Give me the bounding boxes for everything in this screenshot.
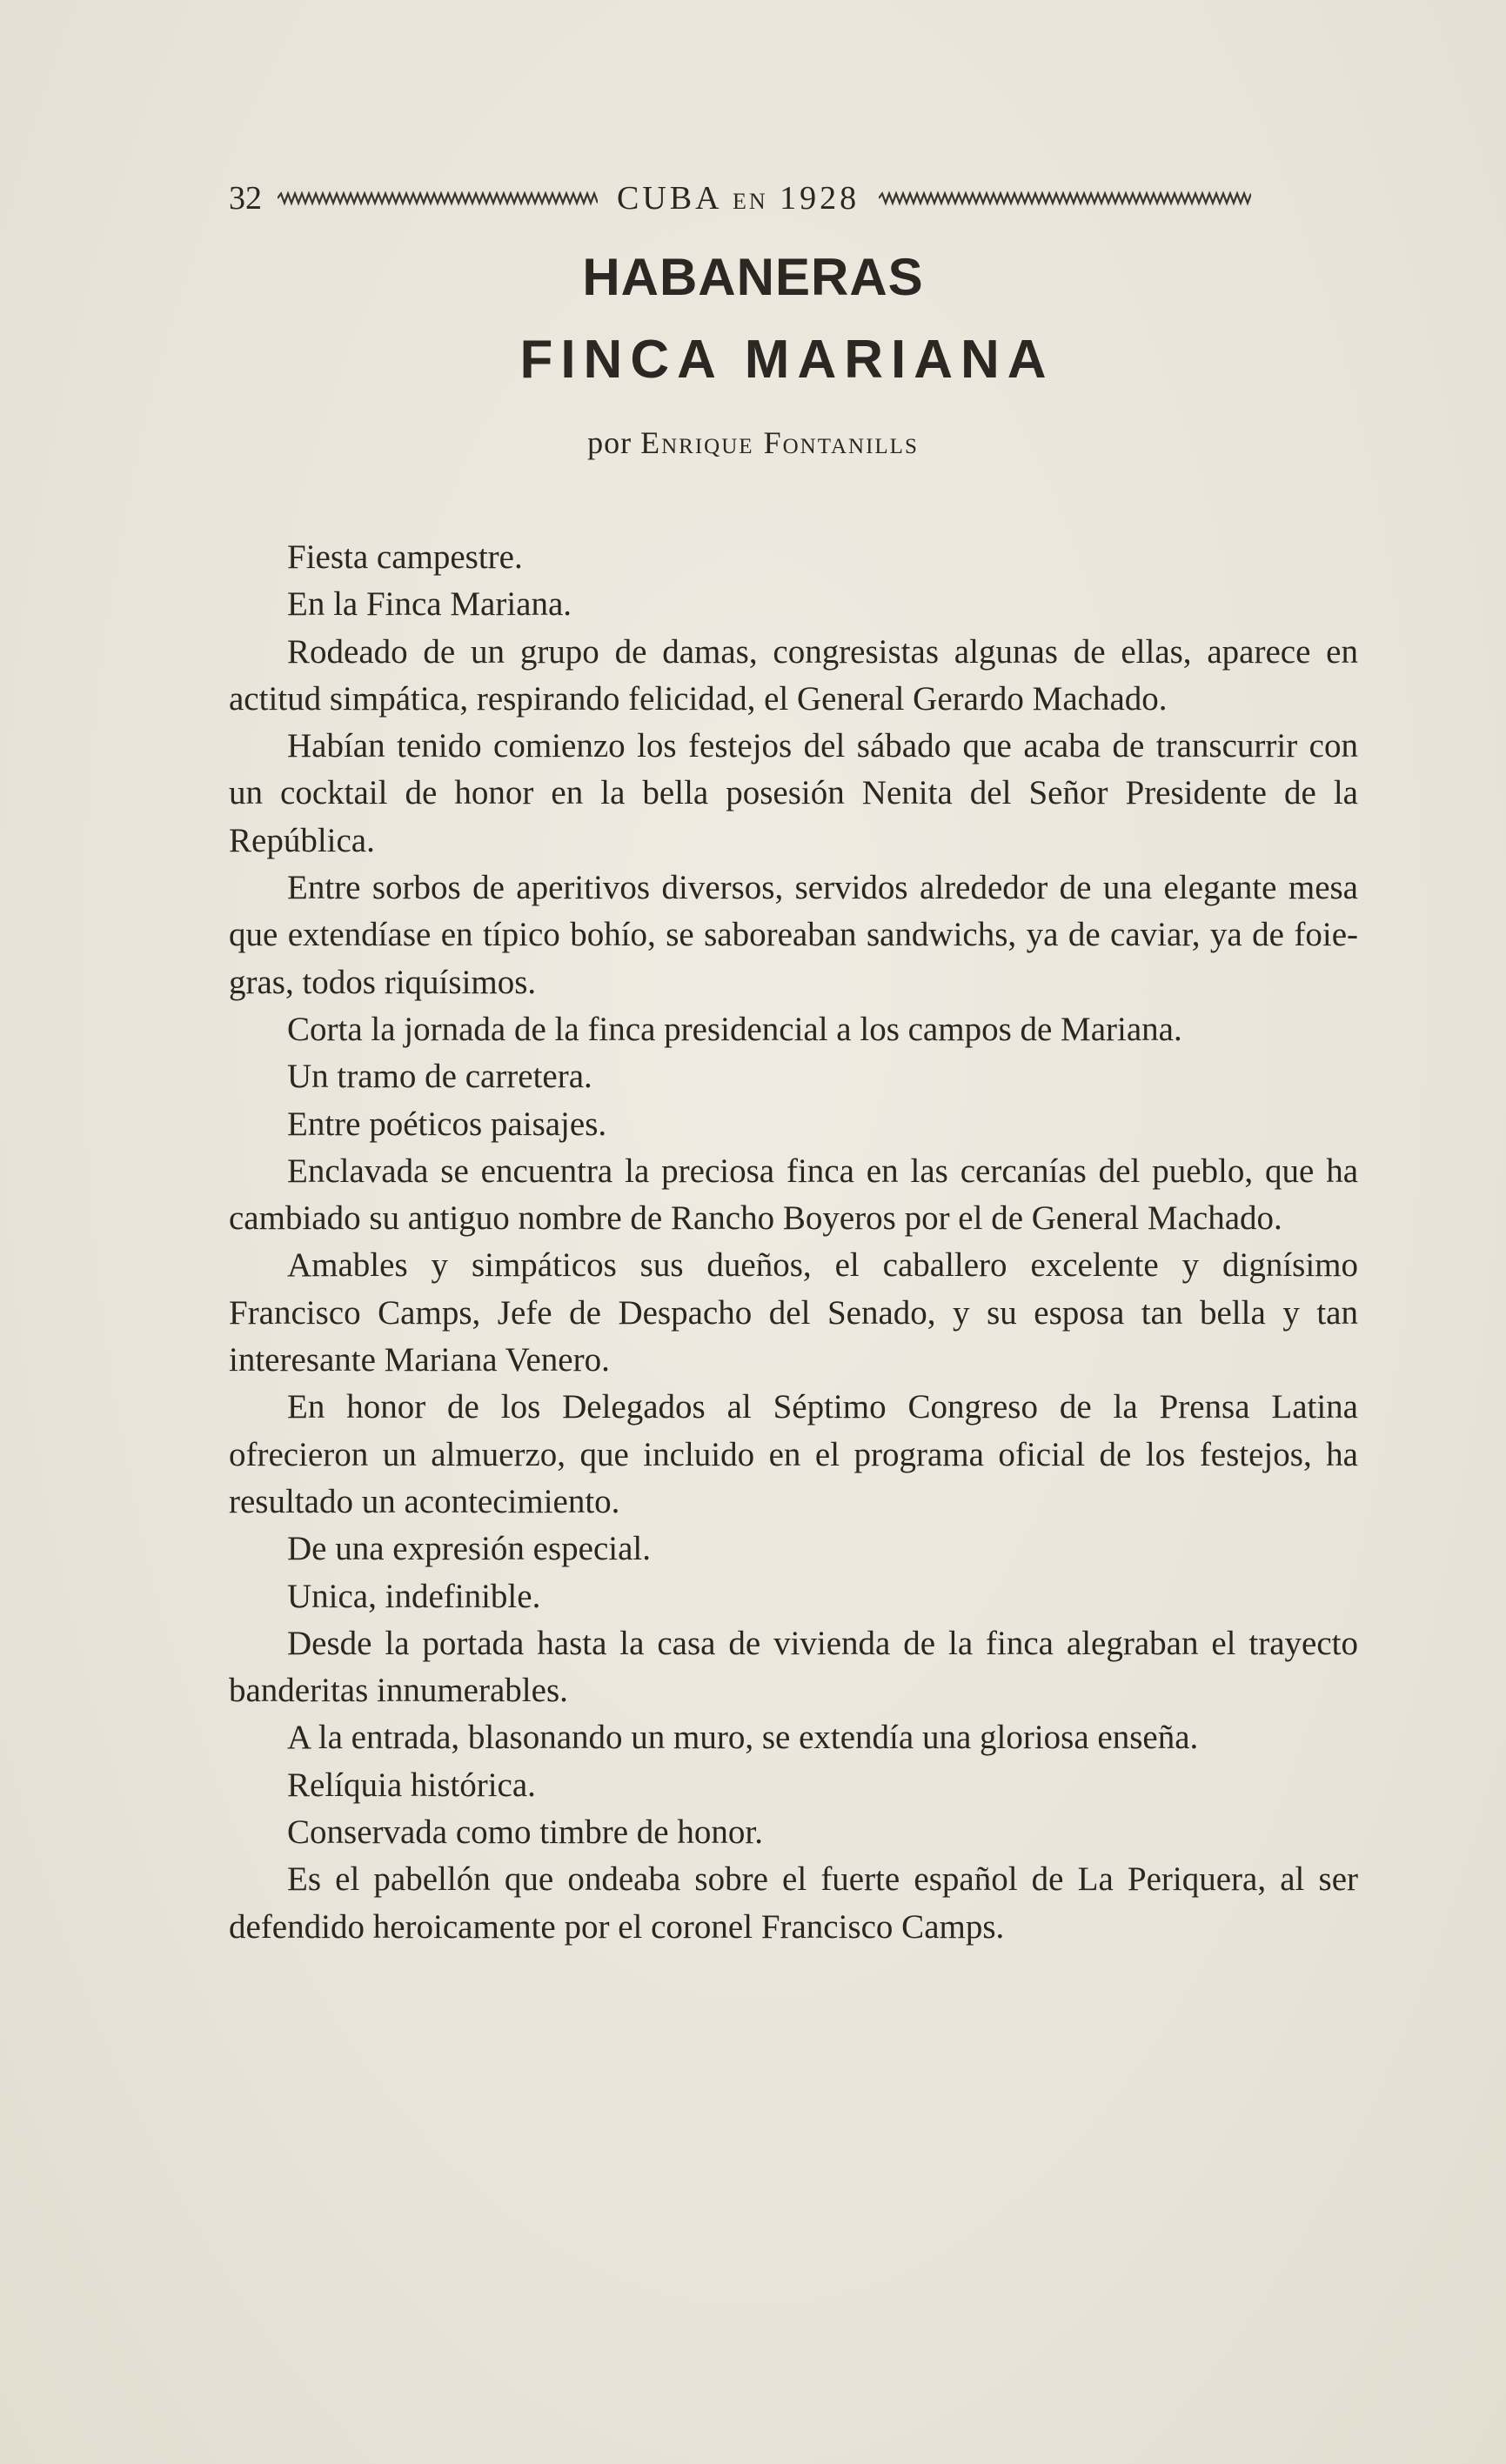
paragraph: Amables y simpáticos sus dueños, el caballero excelente y dignísimo Francisco Camps, Jefe de Despacho del Senado, y su esposa tan bella y tan interesante Mariana Venero.	[229, 1246, 1358, 1379]
paragraph: Un tramo de carretera.	[287, 1058, 592, 1096]
publication-name: CUBA	[617, 180, 721, 217]
paragraph: En honor de los Delegados al Séptimo Congreso de la Prensa Latina ofrecieron un almuerzo, que incluido en el programa oficial de los festejos, ha resultado un acontecimiento.	[229, 1388, 1358, 1520]
publication-title	[617, 179, 860, 217]
wavy-rule-line	[278, 194, 598, 204]
byline-author: Enrique Fontanills	[640, 425, 919, 460]
article-title: FINCA MARIANA	[519, 330, 1054, 390]
paragraph: Rodeado de un grupo de damas, congresistas algunas de ellas, aparece en actitud simpática, respirando felicidad, el General Gerardo Machado.	[229, 632, 1358, 718]
page-number: 32	[229, 180, 262, 217]
paragraph: Desde la portada hasta la casa de vivienda de la finca alegraban el trayecto banderitas innumerables.	[229, 1624, 1358, 1710]
paragraph: Entre sorbos de aperitivos diversos, servidos alrededor de una elegante mesa que extendíase en típico bohío, se saboreaban sandwichs, ya de caviar, ya de foie-gras, todos riquísimos.	[229, 869, 1358, 1001]
paragraph: Es el pabellón que ondeaba sobre el fuerte español de La Periquera, al ser defendido heroicamente por el coronel Francisco Camps.	[229, 1860, 1358, 1946]
paragraph: Enclavada se encuentra la preciosa finca en las cercanías del pueblo, que ha cambiado su antiguo nombre de Rancho Boyeros por el de General Machado.	[229, 1152, 1358, 1238]
paragraph: En la Finca Mariana.	[287, 585, 572, 624]
paragraph: De una expresión especial.	[287, 1530, 651, 1568]
paragraph: A la entrada, blasonando un muro, se extendía una gloriosa enseña.	[287, 1719, 1199, 1757]
wavy-rule-line	[879, 194, 1251, 204]
wavy-rule-right-ornament	[879, 190, 1251, 206]
paragraph: Entre poéticos paisajes.	[287, 1105, 607, 1143]
byline-prefix: por	[587, 425, 633, 460]
publication-year: 1928	[780, 180, 860, 217]
paragraph: Habían tenido comienzo los festejos del sábado que acaba de transcurrir con un cocktail de honor en la bella posesión Nenita del Señor Presidente de la República.	[229, 727, 1358, 859]
paragraph: Corta la jornada de la finca presidencial a los campos de Mariana.	[287, 1010, 1182, 1048]
publication-preposition: EN	[732, 189, 768, 214]
article-body	[229, 534, 1358, 1951]
byline	[0, 424, 1506, 461]
paragraph: Unica, indefinible.	[287, 1577, 541, 1615]
wavy-rule-left-ornament	[278, 190, 598, 206]
running-header	[229, 178, 1360, 218]
paragraph: Relíquia histórica.	[287, 1766, 536, 1804]
paragraph: Fiesta campestre.	[287, 538, 523, 576]
paragraph: Conservada como timbre de honor.	[287, 1813, 763, 1852]
section-title: HABANERAS	[582, 248, 924, 306]
